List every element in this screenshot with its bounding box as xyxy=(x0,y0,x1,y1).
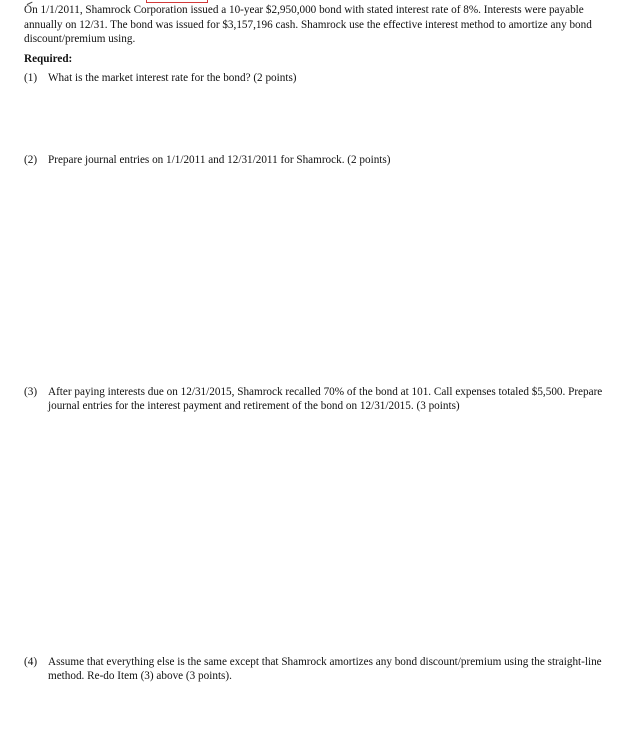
question-3 xyxy=(24,386,628,413)
question-number: (1) xyxy=(24,72,38,84)
question-number: (3) xyxy=(24,386,38,398)
problem-statement-line: On 1/1/2011, Shamrock Corporation issued a 10-year $2,950,000 bond with stated interest rate of 8%. Interests were payable xyxy=(24,4,584,16)
problem-statement-line: discount/premium using. xyxy=(24,33,136,45)
question-text-line: After paying interests due on 12/31/2015, Shamrock recalled 70% of the bond at 101. Call expenses totaled $5,500. Prepare xyxy=(48,386,603,398)
question-1 xyxy=(24,72,628,86)
question-number: (4) xyxy=(24,656,38,668)
question-text-line: method. Re-do Item (3) above (3 points). xyxy=(48,669,232,682)
problem-statement-line: annually on 12/31. The bond was issued for $3,157,196 cash. Shamrock use the effective interest method to amortize any bond xyxy=(24,18,592,31)
required-heading: Required: xyxy=(24,53,73,65)
question-text-line: journal entries for the interest payment and retirement of the bond on 12/31/2015. (3 points) xyxy=(48,399,460,412)
question-text-line: Assume that everything else is the same except that Shamrock amortizes any bond discount/premium using the straight-line xyxy=(48,656,602,668)
problem-statement xyxy=(24,3,624,47)
question-text-line: What is the market interest rate for the bond? (2 points) xyxy=(48,72,297,84)
question-text xyxy=(48,386,628,413)
question-4 xyxy=(24,656,628,683)
question-number: (2) xyxy=(24,154,38,166)
question-text xyxy=(48,72,628,86)
question-text xyxy=(48,656,628,683)
question-2 xyxy=(24,154,628,168)
question-text-line: Prepare journal entries on 1/1/2011 and 12/31/2011 for Shamrock. (2 points) xyxy=(48,154,391,166)
question-text xyxy=(48,154,628,168)
